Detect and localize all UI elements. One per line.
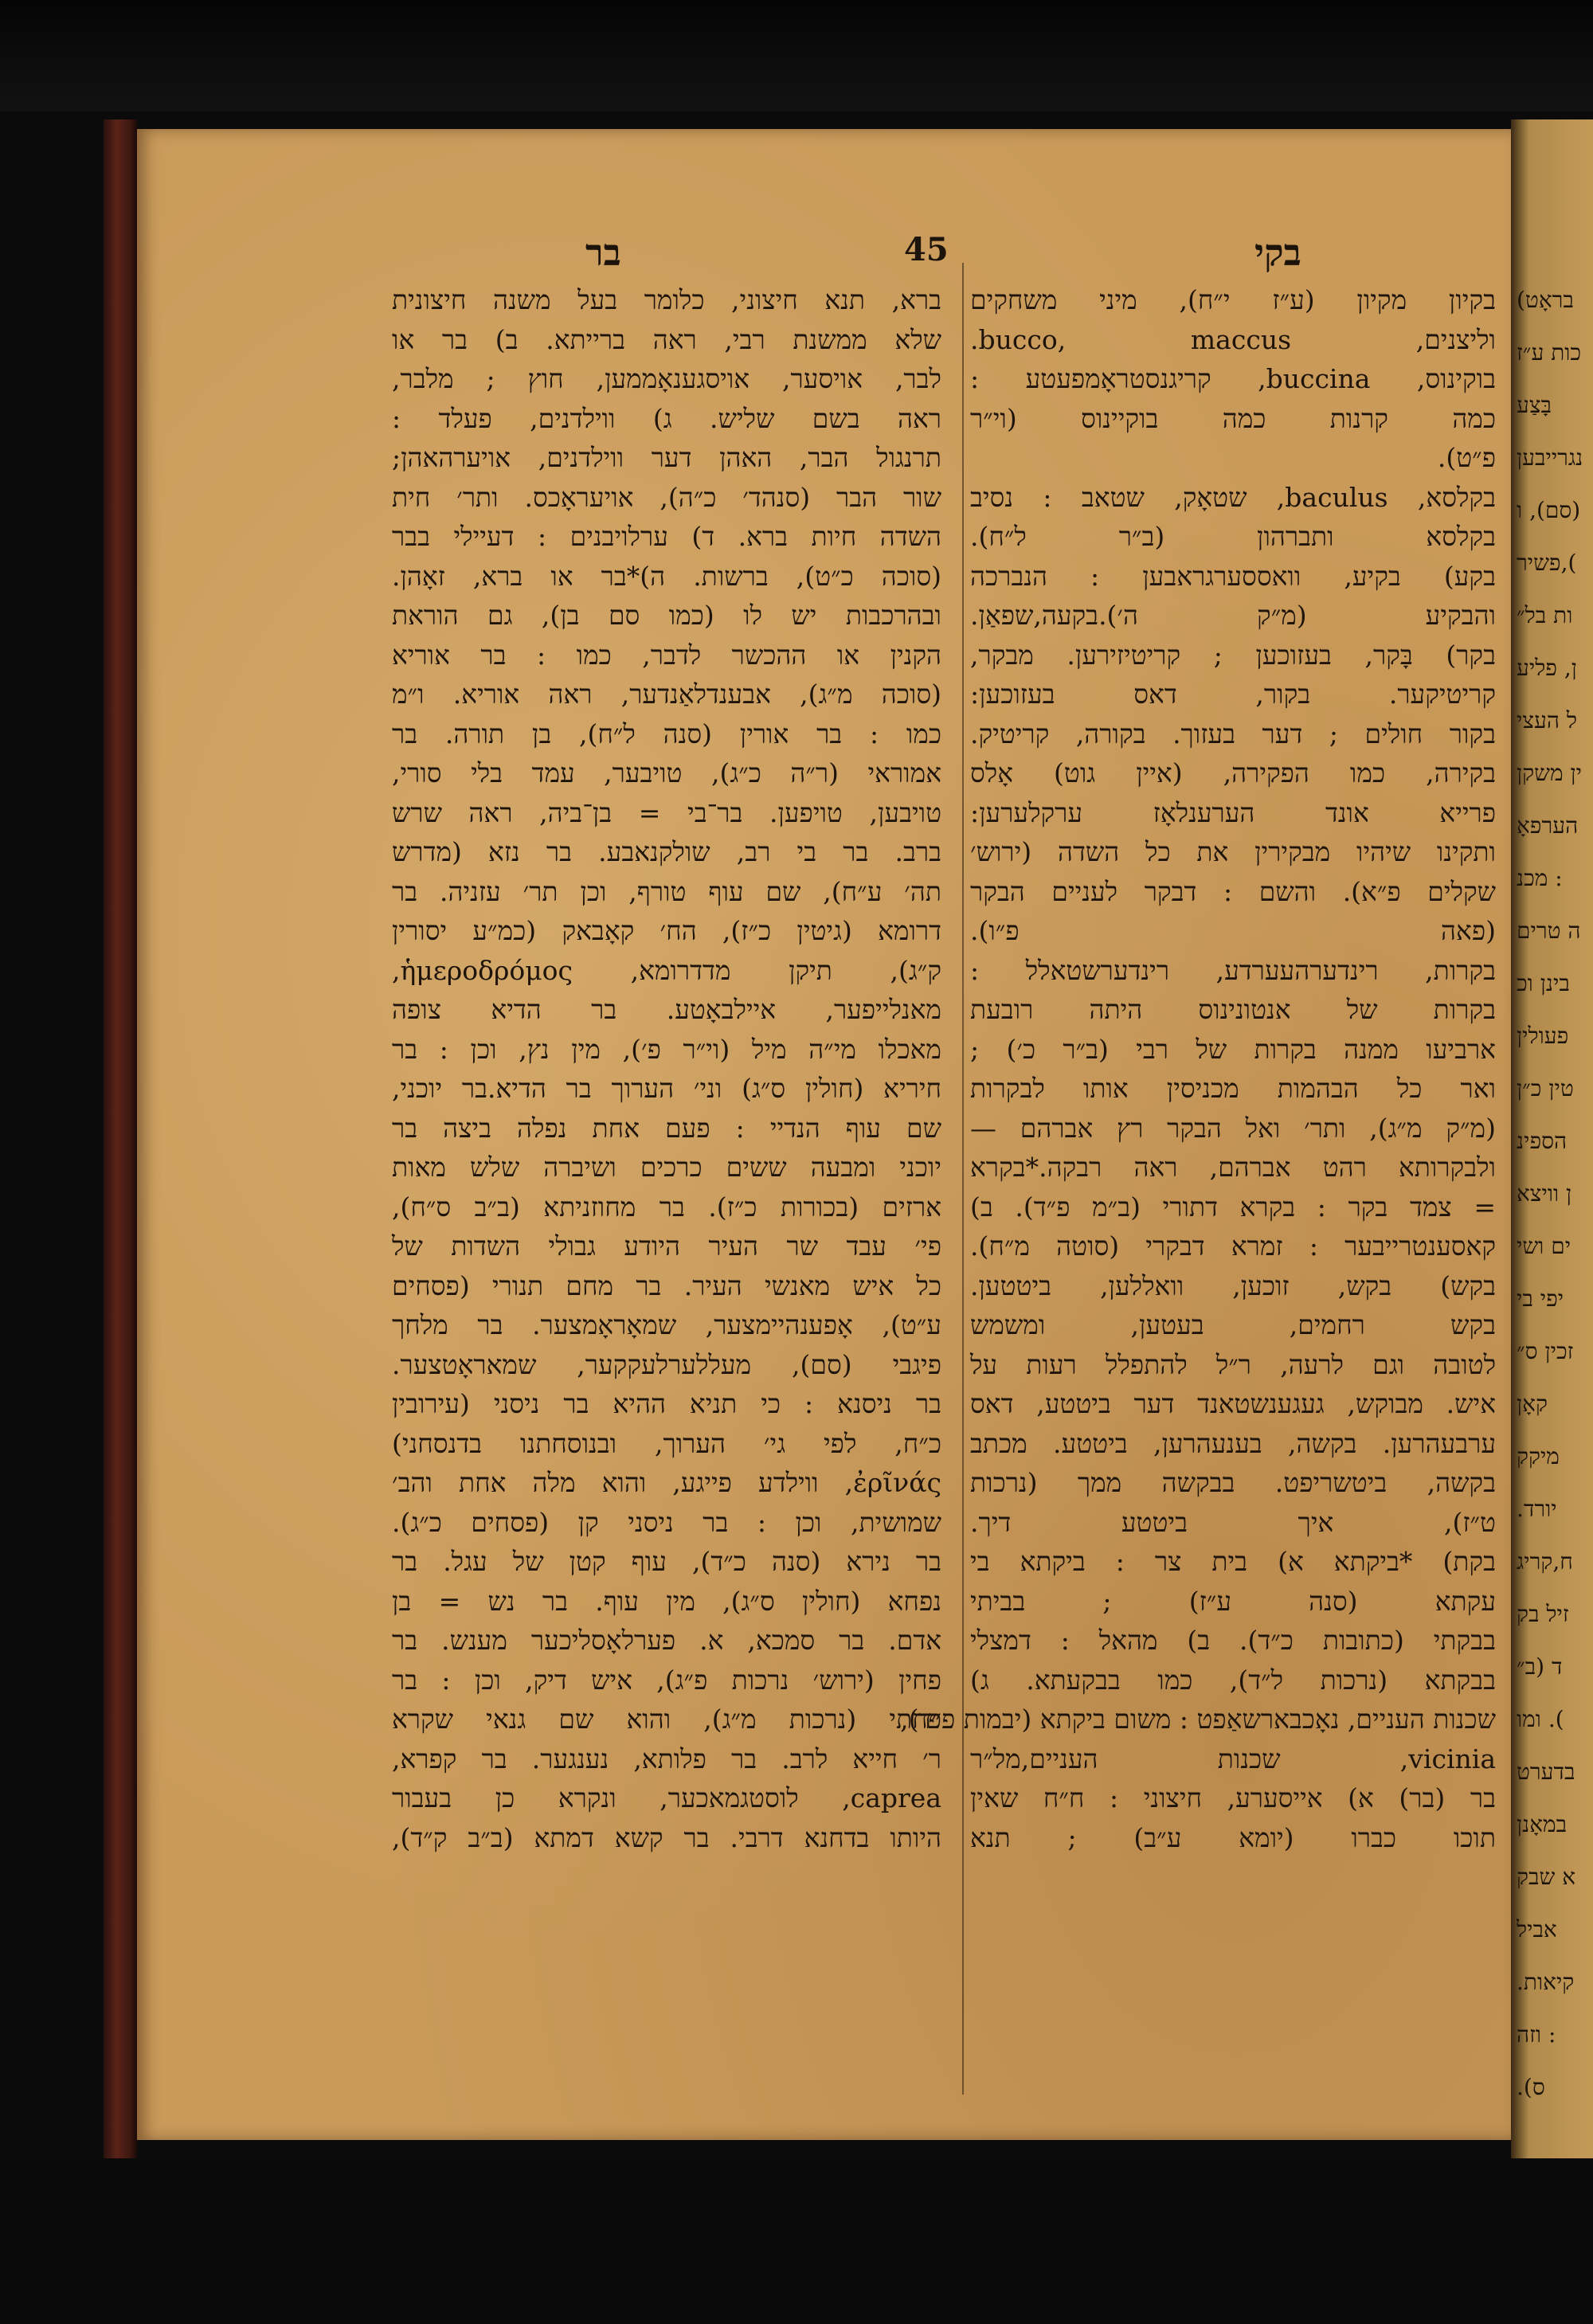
next-page-fragment: בדערט [1517,1759,1575,1785]
right-column-line: בר (בר) א) אייסערע, חיצוני : ח״ח שאין [970,1782,1496,1813]
header-right: בקי [1254,231,1301,274]
right-column-line: עקתא (סנה ע״ז) ; בביתי [970,1585,1496,1617]
next-page-fragment: : וזה [1517,2021,1556,2048]
left-column-line: ברב. בר בי רב, שולקנאבע. בר נזא (מדרש [392,836,941,867]
right-column-line: לטובה וגם לרעה, ר״ל להתפלל רעות על [970,1348,1496,1380]
right-column-line: ולבקרותא רהט אברהם, ראה רבקה.*בקרא [970,1152,1496,1183]
next-page-fragment: ח,קריג [1517,1548,1573,1575]
next-page-fragment: זכין ס״ [1517,1338,1574,1364]
left-column-line: ק״ג), תיקן מדדרומא, ἡμεροδρόμος, [392,954,941,986]
left-column-line: ἐρῖνάς, ווילדע פייגע, והוא מלה אחת והב׳ [392,1467,941,1498]
left-column-line: תה׳ ע״ח), שם עוף טורף, וכן תר׳ עזניה. בר [392,875,941,907]
left-column-line: (סוכה כ״ט), ברשות. ה)*בר או ברא, זאָהן. [392,560,941,592]
next-page-fragment: קיאות. [1517,1969,1575,1995]
next-page-fragment: : מכנ [1517,865,1563,891]
right-column-line: פרייא אונד הערענלאָז ערקלערען: [970,796,1496,828]
left-column-line: ארזים (בכורות כ״ז). בר מחוזניתא (ב״ב ס״ח), [392,1191,941,1223]
next-page-fragment: בראָט) [1517,287,1574,313]
left-column-line: תרנגול הבר, האהן דער ווילדנים, אויערהאהן; [392,442,941,473]
right-column-line: (פאה פ״ו). [970,915,1496,946]
left-column-line: caprea, לוסטגמאכער, ונקרא כן בעבור [392,1782,941,1813]
right-column-line: בוקינוס, buccina, קריגנסטראָמפעטע : [970,363,1496,394]
right-column-line: בקלסא, baculus, שטאָק, שטאב : נסיב [970,481,1496,513]
next-page-fragment: ין משקן [1517,760,1582,786]
page-number: 45 [904,231,949,268]
next-page-fragment: במאָנן [1517,1811,1568,1837]
right-column-line: קריטיקער. בקור, דאס בעזוכען: [970,679,1496,710]
left-column-line: היותו בדחנא דרבי. בר קשא דמתא (ב״ב ק״ד), [392,1821,941,1853]
header-left: בר [585,231,621,274]
left-column-line: בר ניסנא : כי תניא ההיא בר ניסני (עירובין [392,1388,941,1419]
left-column-line: שלא ממשנת רבי, ראה ברייתא. ב) בר או [392,323,941,355]
top-shadow [0,0,1593,112]
right-column-line: בקירה, כמו הפקירה, (איין גוט) אָלס [970,757,1496,788]
right-column-line: פ״ט). [1437,442,1496,473]
next-page-fragment: יורד. [1517,1496,1557,1522]
left-column-line: השדה חיות ברא. ד) ערלויבנים : דעיילי בבר [392,521,941,552]
right-column-line: בקשה, ביטשריפט. בבקשה ממך (נרכות [970,1467,1496,1498]
left-column-line: מאנלייפער, איילבאָטע. בר הדיא צופה [392,994,941,1025]
right-column-line: ואר כל הבהמות מכניסין אותו לבקרות [970,1073,1496,1104]
next-page-fragment: מיקק [1517,1443,1560,1469]
next-page-fragment: ל העצי [1517,707,1577,734]
left-column-line: בר נירא (סנה כ״ד), עוף קטן של עגל. בר [392,1546,941,1577]
next-page-fragment: (סם), ו [1517,497,1581,523]
right-column-line: בקיון מקיון (ע״ז י״ח), מיני משחקים [970,284,1496,315]
next-page-fragment: ). ומו [1517,1706,1564,1732]
right-column-line: כמה קרנות כמה בוקיינוס (וי״ר [970,402,1496,434]
right-column-line: איש. מבוקש, געגענשטאנד דער ביטטע, דאס [970,1388,1496,1419]
next-page-fragment: ה טרים [1517,917,1581,944]
next-page-fragment: בינן וכ [1517,970,1570,996]
next-page-fragment: נגרייבען [1517,444,1583,471]
right-column-line: והבקיע (מ״ק ה׳).בקעה,שפאַן. [970,600,1496,631]
bottom-shadow [0,2158,1593,2324]
right-column-line: (מ״ק מ״ג), ותר׳ ואל הבקר רץ אברהם — [970,1112,1496,1144]
column-divider [962,263,964,2095]
next-page-fragment: טין כ״ן [1517,1075,1574,1101]
next-page-fragment: א שבק [1517,1864,1576,1890]
next-page-fragment: ים ושי [1517,1233,1571,1259]
left-column-line: ובהרכבות יש לו (כמו סם בן), גם הוראת [392,600,941,631]
left-column-line: לבר, אויסער, אויסגענאָממען, חוץ ; מלבר, [392,363,941,394]
left-column-line: אמוראי (ר״ה כ״ג), טויבער, עמד בלי סורי, [392,757,941,788]
right-column-line: בקרות של אנטונינוס היתה רובעת [970,994,1496,1025]
right-column-line: vicinia, שכנות העניים,מל״ר [970,1743,1496,1774]
next-page-fragment: פעולין [1517,1023,1569,1049]
right-column-line: שכנות העניים, נאָכבארשאַפט : משום ביקתא (יבמות פ״ד), [900,1704,1496,1735]
left-column-line: פחין (ירוש׳ נרכות פ״ג), איש דיק, וכן : בר [392,1664,941,1696]
right-column-line: בקת) *ביקתא א) בית צר : ביקתא בי [970,1546,1496,1577]
right-column-line: ט״ז), איך ביטטע דיך. [970,1506,1496,1538]
right-column-line: ארביעו ממנה בקרות של רבי (ב״ר כ׳) ; [970,1033,1496,1065]
right-column [900,280,1496,1857]
left-column-line: דרומא (גיטין כ״ז), הח׳ קאָבאק (כמ״ע יסורין [392,915,941,946]
right-column-line: בבקתי (כתובות כ״ד). ב) מהאל : דמצלי [970,1625,1496,1656]
next-page-fragment: יפי בי [1517,1285,1564,1312]
right-column-line: קאסענטרייבער : זמרא דבקרי (סוטה מ״ח). [970,1230,1496,1262]
right-column-line: בקר) בָּקר, בעזוכען ; קריטיזירען. מבקר, [970,639,1496,671]
left-column-line: (סוכה מ״ג), אבענדלאַנדער, ראה אוריא. ו״מ [392,679,941,710]
next-page-fragment: קאָן [1517,1391,1548,1417]
next-page-fragment: זיל בק [1517,1601,1569,1627]
left-column-line: חיריא (חולין ס״ג) וני׳ הערוך בר הדיא.בר יוכני, [392,1073,941,1104]
left-column-line: כל איש מאנשי העיר. בר מחם תנורי (פסחים [392,1270,941,1301]
next-page-fragment: ות בל״ [1517,602,1573,628]
left-column-line: טויבען, טויפען. בר־בי = בן־ביה, ראה שרש [392,796,941,828]
right-column-line: בקש רחמים, בעטען, ומשמש [970,1309,1496,1340]
right-column-line: וליצנים, bucco, maccus. [970,323,1496,355]
next-page-fragment: ן וויצא [1517,1180,1572,1207]
left-column-line: פי׳ עבד שר העיר היודע גבולי השדות של [392,1230,941,1262]
left-column-line: כ״ח, לפי גי׳ הערוך, ובנוסחתנו בדנסחני) [392,1427,941,1459]
next-page-fragment: הספינ [1517,1128,1568,1154]
right-column-line: בקור חולים ; דער בעזוך. בקורה, קריטיק. [970,718,1496,749]
right-column-line: ערבעהרען. בקשה, בענעהרען, ביטטע. מכתב [970,1427,1496,1459]
next-page-fragment: ס). [1517,2074,1545,2100]
right-column-line: בקרות, רינדערהעערדע, רינדערשטאלל : [970,954,1496,986]
next-page-fragment: ן, פליע [1517,655,1577,681]
left-column-line: שם עוף הנדיי : פעם אחת נפלה ביצה בר [392,1112,941,1144]
right-column-line: = צמד בקר : בקרא דתורי (ב״מ פ״ד). ב) [970,1191,1496,1223]
next-page-fragment: ),פשיר [1517,550,1577,576]
left-column-line: ר׳ חייא לרב. בר פלותא, נענגער. בר קפרא, [392,1743,941,1774]
next-page-fragment: אביל [1517,1916,1557,1943]
next-page-fragment: הערפאָ [1517,812,1579,839]
left-column [392,280,941,1857]
right-column-line: בקע) בקיע, וואססערגראבען : הנברכה [970,560,1496,592]
left-column-line: שמושית, וכן : בר ניסני קן (פסחים כ״ג). [392,1506,941,1538]
right-column-line: בקלסא ותברהון (ב״ר ל״ח). [970,521,1496,552]
left-column-line: הקנין או ההכשר לדבר, כמו : בר אוריא [392,639,941,671]
book-binding-edge [104,119,137,2158]
right-column-line: בבקתא (נרכות ל״ד), כמו בבקעתא. ג) [970,1664,1496,1696]
left-column-line: כמו : בר אורין (סנה ל״ח), בן תורה. בר [392,718,941,749]
left-column-line: אדם. בר סמכא, א. פערלאָסליכער מענש. בר [392,1625,941,1656]
left-column-line: ראה בשם שליש. ג) ווילדנים, פעלד : [392,402,941,434]
left-column-line: נפחא (חולין ס״ג), מין עוף. בר נש = בן [392,1585,941,1617]
right-column-line: תוכו כברו (יומא ע״ב) ; תנא [970,1821,1496,1853]
next-page-fragment: ד (ב״ [1517,1653,1563,1680]
left-column-line: פיגבי (סם), מעללערלעקקער, שמאראָטצער. [392,1348,941,1380]
left-column-line: פחתי (נרכות מ״ג), והוא שם גנאי שקרא [392,1704,941,1735]
next-page-edge [1511,119,1593,2158]
right-column-line: בקש) בקש, זוכען, וואללען, ביטטען. [970,1270,1496,1301]
left-column-line: ע״ט), אָפענהיימצער, שמאָראָמצער. בר מלחך [392,1309,941,1340]
left-column-line: שור הבר (סנהד׳ כ״ה), אויעראָכס. ותר׳ חית [392,481,941,513]
next-page-fragment: בָּצַע [1517,392,1552,418]
right-column-line: שקלים פ״א). והשם : דבקר לעניים הבקר [970,875,1496,907]
right-column-line: ותקינו שיהיו מבקירין את כל השדה (ירוש׳ [970,836,1496,867]
next-page-fragment: כות ע״ז [1517,339,1582,366]
left-column-line: מאכלו מי״ה מיל (וי״ר פ׳), מין נץ, וכן : בר [392,1033,941,1065]
left-column-line: ברא, תנא חיצוני, כלומר בעל משנה חיצונית [392,284,941,315]
left-column-line: יוכני ומבעה ששים כרכים ושיברה שלש מאות [392,1152,941,1183]
